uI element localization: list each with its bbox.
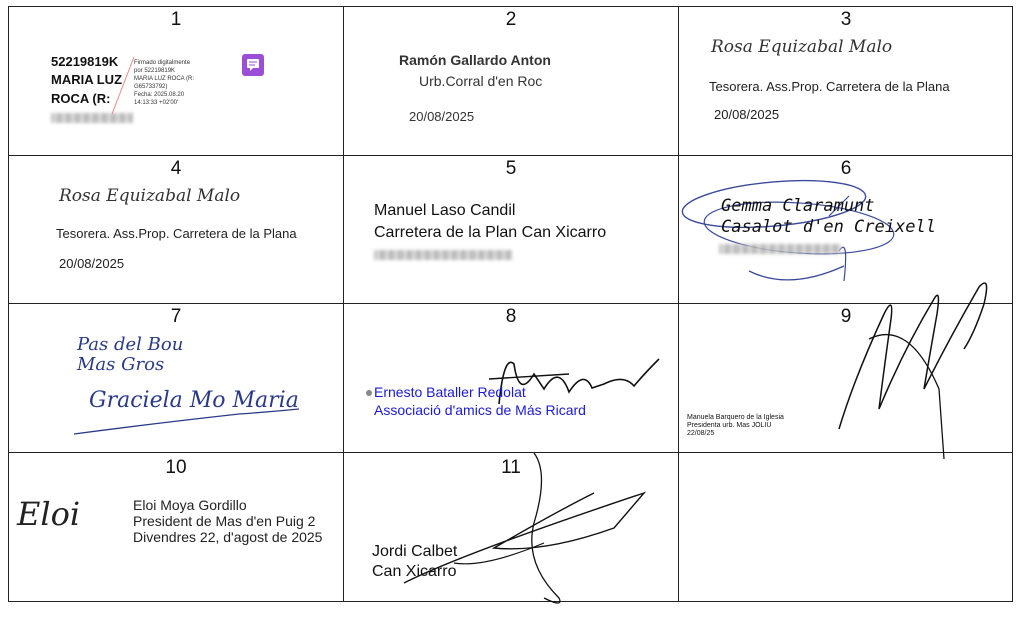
redacted-text bbox=[719, 244, 841, 254]
cell-number: 8 bbox=[505, 306, 517, 327]
signature-cell-7 bbox=[9, 304, 343, 452]
signature-underline bbox=[69, 404, 329, 444]
stamp-line: 14:13:33 +02'00' bbox=[134, 100, 179, 106]
cell-number: 9 bbox=[840, 306, 852, 327]
signer-name: Manuela Barquero de la Iglesia bbox=[687, 414, 784, 421]
scribble-signature bbox=[679, 259, 999, 459]
cell-number: 7 bbox=[170, 306, 182, 327]
signer-name: Ramón Gallardo Anton bbox=[399, 52, 551, 68]
signature-date: Divendres 22, d'agost de 2025 bbox=[133, 529, 323, 545]
signer-name: Eloi Moya Gordillo bbox=[133, 497, 247, 513]
signature-date: 20/08/2025 bbox=[59, 256, 125, 271]
handwritten-note: Pas del Bou bbox=[77, 334, 184, 355]
cell-number: 1 bbox=[170, 9, 182, 30]
signature-cell-2 bbox=[344, 7, 678, 155]
handwritten-signature: Eloi bbox=[17, 495, 81, 533]
handwritten-signature: Graciela Mo Maria bbox=[89, 388, 299, 413]
cell-number: 11 bbox=[501, 457, 521, 478]
signature-cell-1 bbox=[9, 7, 343, 155]
stamp-line: Fecha: 2025.08.20 bbox=[134, 92, 185, 98]
signer-name: Manuel Laso Candil bbox=[374, 202, 516, 219]
signer-role: Tesorera. Ass.Prop. Carretera de la Plana bbox=[56, 226, 297, 241]
signature-cell-8 bbox=[344, 304, 678, 452]
cell-number: 2 bbox=[505, 9, 517, 30]
signer-address: Urb.Corral d'en Roc bbox=[419, 73, 543, 89]
signature-cell-12 bbox=[679, 453, 1012, 601]
signature-cell-10 bbox=[9, 453, 343, 601]
signer-name: ROCA (R: bbox=[51, 91, 111, 106]
red-check-mark bbox=[104, 52, 144, 122]
signer-name: MARIA LUZ bbox=[51, 72, 123, 87]
signature-cell-9 bbox=[679, 304, 1012, 452]
cell-number: 4 bbox=[170, 158, 182, 179]
signer-name: Ernesto Bataller Redolat bbox=[374, 384, 526, 400]
stamp-line: G65733792) bbox=[134, 84, 168, 90]
handwritten-signature: Rosa Equizabal Malo bbox=[59, 186, 241, 206]
stamp-line: Firmado digitalmente bbox=[134, 60, 191, 66]
handwritten-note: Mas Gros bbox=[77, 354, 165, 375]
signer-role: Tesorera. Ass.Prop. Carretera de la Plana bbox=[709, 79, 950, 94]
cell-number: 5 bbox=[505, 158, 517, 179]
cell-number: 3 bbox=[840, 9, 852, 30]
bullet-dot bbox=[366, 390, 372, 396]
cell-number: 6 bbox=[840, 158, 852, 179]
signature-cell-11 bbox=[344, 453, 678, 601]
signer-id: 52219819K bbox=[51, 54, 119, 69]
stamp-line: por 52219819K bbox=[134, 68, 176, 74]
signature-cell-3 bbox=[679, 7, 1012, 155]
redacted-text bbox=[374, 250, 512, 260]
signer-name: Gemma Claramunt bbox=[721, 196, 875, 216]
handwritten-signature: Rosa Equizabal Malo bbox=[711, 37, 893, 57]
stamp-line: MARIA LUZ ROCA (R: bbox=[134, 76, 195, 82]
signature-date: 20/08/2025 bbox=[409, 109, 475, 124]
signature-date: 20/08/2025 bbox=[714, 107, 780, 122]
signature-cell-4 bbox=[9, 156, 343, 303]
comment-icon[interactable] bbox=[242, 54, 264, 76]
signature-date: 22/08/25 bbox=[687, 430, 715, 437]
signer-address: Casalot d'en Creixell bbox=[721, 217, 936, 237]
signer-role: President de Mas d'en Puig 2 bbox=[133, 513, 316, 529]
signer-association: Associació d'amics de Más Ricard bbox=[374, 402, 586, 418]
signer-address: Can Xicarro bbox=[372, 563, 457, 580]
signer-address: Carretera de la Plan Can Xicarro bbox=[374, 224, 607, 241]
signer-role: Presidenta urb. Mas JOLIU bbox=[687, 422, 772, 429]
signer-name: Jordi Calbet bbox=[372, 543, 458, 560]
signature-table bbox=[8, 6, 1013, 602]
cell-number: 10 bbox=[165, 457, 187, 478]
signature-cell-5 bbox=[344, 156, 678, 303]
